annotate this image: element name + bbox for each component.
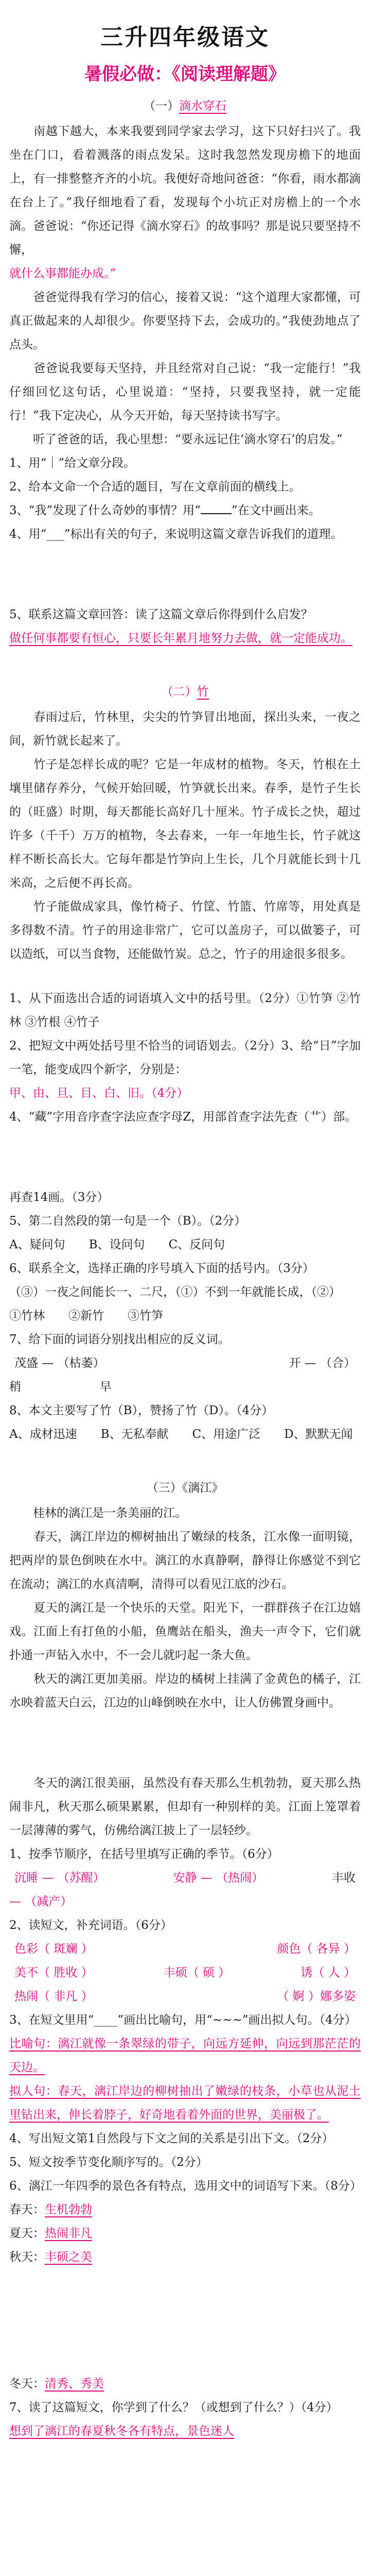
s3-autumn-label: 秋天：: [9, 2250, 45, 2264]
s1-question-5: 5、联系这篇文章回答：读了这篇文章后你得到什么启发？: [9, 608, 313, 621]
s3-question-2-row2-a: 美不（ 胜收 ）: [14, 1966, 93, 1979]
s2-question-8-options: A、成材迅速 B、无私奉献 C、用途广泛 D、默默无闻: [9, 1428, 353, 1441]
s1-question-1: 1、用“｜”给文章分段。: [9, 456, 136, 470]
s3-question-6: 6、漓江一年四季的景色各有特点，选用文中的词语写下来。（8分）: [9, 2179, 362, 2193]
s3-paragraph-5: 冬天的漓江很美丽，虽然没有春天那么生机勃勃，夏天那么热闹非凡，秋天那么硕果累累，但却有一种别样的美。江面上笼罩着一层薄薄的雾气，仿佛给漓江披上了一层轻纱。: [9, 1776, 361, 1837]
s3-question-3: 3、在短文里用“____”画出比喻句，用“~~~”画出拟人句。（4分）: [9, 2013, 357, 2027]
s3-question-6-autumn: [9, 2245, 361, 2269]
s3-question-3-personification-text: 拟人句：春天，漓江岸边的柳树抽出了嫩绿的枝条，小草也从泥土里钻出来，伸长着脖子，好奇地看着外面的世界，美丽极了。: [9, 2084, 361, 2122]
s1-question-3-b: ”在文中画出来。: [231, 504, 321, 517]
s3-question-1-c: 丰收: [332, 1871, 356, 1885]
section-1-heading: [9, 96, 361, 113]
s3-spring-answer: 生机勃勃: [45, 2203, 92, 2216]
s3-paragraph-2: 春天，漓江岸边的柳树抽出了嫩绿的枝条，江水像一面明镜，把两岸的景色倒映在水中。漓江的水真静啊，静得让你感觉不到它在流动；漓江的水真清啊，清得可以看见江底的沙石。: [9, 1530, 361, 1591]
s3-question-6-summer: [9, 2222, 361, 2245]
s3-autumn-answer: 丰硕之美: [45, 2250, 92, 2264]
s3-question-1-a: 沉睡 — （苏醒）: [14, 1871, 105, 1885]
s3-question-6-spring: [9, 2198, 361, 2222]
s2-question-2-answer: 甲、由、旦、目、白、旧。（4分）: [9, 1087, 189, 1100]
page-title: 三升四年级语文: [100, 24, 270, 50]
s3-question-1-row: [9, 1866, 361, 1890]
section-1-title: 滴水穿石: [179, 99, 226, 113]
s3-question-1-b: 安静 — （热闹）: [173, 1871, 264, 1885]
s3-question-7-answer-text: 想到了漓江的春夏秋冬各有特点，景色迷人: [9, 2425, 234, 2438]
s1-question-2: 2、给本文命一个合适的题目，写在文章前面的横线上。: [9, 480, 301, 494]
s3-question-2-row1-a: 色彩（ 斑斓 ）: [14, 1942, 93, 1956]
s3-summer-answer: 热闹非凡: [45, 2227, 92, 2240]
s3-question-2-row3-a: 热闹（ 非凡 ）: [14, 1990, 93, 2003]
s2-question-1: 1、从下面选出合适的词语填入文中的括号里。（2分）①竹笋 ②竹林 ③竹根 ④竹子: [9, 992, 361, 1029]
s3-question-2-row-2: [9, 1961, 361, 1985]
s3-question-1-d: — （减产）: [9, 1895, 73, 1908]
section-3-heading: [9, 1478, 361, 1495]
s1-question-4: 4、用“___”标出有关的句子，来说明这篇文章告诉我们的道理。: [9, 528, 343, 541]
s3-paragraph-3: 夏天的漓江是一个快乐的天堂。阳光下，一群群孩子在江边嬉戏。江面上有打鱼的小船，鱼鹰站在船头，渔夫一声令下，它们就扑通一声钻入水中，不一会儿就叼起一条大鱼。: [9, 1601, 361, 1662]
s3-question-2-row-3: [9, 1985, 361, 2008]
s3-question-2-row2-c: 诱（ 人 ）: [301, 1966, 356, 1979]
s2-question-8: 8、本文主要写了竹（B），赞扬了竹（D）。（4分）: [9, 1404, 274, 1417]
s3-question-2-row3-b: （ 婀 ）娜多姿: [277, 1990, 356, 2003]
s2-question-7-pairs: [9, 1351, 361, 1375]
page-subtitle: 暑假必做：《阅读理解题》: [84, 64, 286, 84]
s2-question-5: 5、第二自然段的第一句是一个（B）。（2分）: [9, 1214, 246, 1228]
s2-question-4-row: 再查14画。（3分）: [9, 1191, 109, 1204]
s2-question-6-options: ①竹林 ②新竹 ③竹笋: [9, 1309, 163, 1323]
s1-paragraph-2: 爸爸觉得我有学习的信心，接着又说：“这个道理大家都懂，可真正做起来的人却很少。你要坚持下去，会成功的。”我使劲地点了点头。: [9, 291, 361, 351]
s1-paragraph-4: 听了爸爸的话，我心里想：“要永远记住‘滴水穿石’的启发。”: [9, 433, 343, 446]
s3-question-2: 2、读短文，补充词语。（6分）: [9, 1919, 172, 1932]
s3-question-4: 4、写出短文第1自然段与下文之间的关系是引出下文。（2分）: [9, 2132, 334, 2145]
s3-question-2-row1-b: 颜色（ 各异 ）: [277, 1942, 356, 1956]
section-3-title: 《漓江》: [182, 1481, 224, 1495]
section-3-number: （三）: [146, 1481, 182, 1495]
s3-question-2-row-1: [9, 1937, 361, 1961]
s2-question-5-options: A、疑问句 B、设问句 C、反问句: [9, 1238, 225, 1251]
s2-paragraph-1: 春雨过后，竹林里，尖尖的竹笋冒出地面，探出头来，一夜之间，新竹就长起来了。: [9, 710, 361, 748]
s3-question-3-personification: [9, 2079, 361, 2127]
section-2-heading: [9, 682, 361, 699]
s3-summer-label: 夏天：: [9, 2227, 45, 2240]
s1-question-5-answer-text: 做任何事都要有恒心，只要长年累月地努力去做，就一定能成功。: [9, 632, 353, 645]
s3-winter-label: 冬天：: [9, 2377, 45, 2391]
s2-question-7-pair-b: 开 — （合）: [289, 1357, 356, 1370]
s2-question-7-pair-a: 茂盛 — （枯萎）: [14, 1357, 105, 1370]
s3-question-5: 5、短文按季节变化顺序写的。（2分）: [9, 2156, 208, 2169]
s3-spring-label: 春天：: [9, 2203, 45, 2216]
section-1-number: （一）: [144, 99, 179, 113]
s3-winter-answer: 清秀、秀美: [45, 2377, 104, 2391]
s2-question-2: 2、把短文中两处括号里不恰当的词语划去。（2分）3、给“日”字加一笔，能变成四个新字，分别是：: [9, 1039, 361, 1076]
s3-paragraph-4: 秋天的漓江更加美丽。岸边的橘树上挂满了金黄色的橘子，江水映着蓝天白云，江边的山峰倒映在水中，让人仿佛置身画中。: [9, 1672, 361, 1709]
section-2-title: 竹: [197, 685, 209, 699]
s1-paragraph-1-end: 就什么事都能办成。”: [9, 267, 116, 280]
s2-question-7: 7、给下面的词语分别找出相应的反义词。: [9, 1333, 230, 1346]
s3-question-7: 7、读了这篇短文，你学到了什么？（或想到了什么？）（4分）: [9, 2401, 338, 2414]
s3-question-6-winter: [9, 2372, 361, 2396]
s1-question-3: [9, 499, 361, 522]
s3-question-3-simile: [9, 2032, 361, 2079]
s1-question-3-a: 3、“我”发现了什么奇妙的事情？用“: [9, 504, 201, 517]
s3-question-2-row2-b: 丰硕（ 硕 ）: [163, 1966, 231, 1979]
s1-question-3-blank: [201, 513, 232, 514]
s3-question-7-answer: [9, 2419, 361, 2443]
s2-question-6: 6、联系全文，选择正确的序号填入下面的括号内。（3分）: [9, 1262, 314, 1275]
s3-question-1: 1、按季节顺序，在括号里填写正确的季节。（6分）: [9, 1848, 279, 1861]
s2-question-4: 4、“藏”字用音序查字法应查字母Z，用部首查字法先查（艹）部。: [9, 1110, 357, 1124]
s2-paragraph-3: 竹子能做成家具，像竹椅子、竹筐、竹篮、竹席等，用处真是多得数不清。竹子的用途非常广，它可以盖房子，可以做篓子，可以造纸，可以当食物，还能做竹炭。总之，竹子的用途很多很多。: [9, 900, 361, 961]
s1-paragraph-1: 南越下越大，本来我要到同学家去学习，这下只好扫兴了。我坐在门口，看着溅落的雨点发呆。这时我忽然发现房檐下的地面上，有一排整整齐齐的小坑。我便好奇地问爸爸：“你看，雨水都滴在台上了。”我仔细地看了看，发现每个小坑正对房檐上的一个水滴。爸爸说：“你还记得《滴水穿石》的故事吗？那是说只要坚持不懈，: [9, 125, 361, 257]
s2-question-6-line: （③）一夜之间能长一、二尺，（①）不到一年就能长成，（②）: [9, 1285, 341, 1299]
s3-question-3-simile-text: 比喻句：漓江就像一条翠绿的带子，向远方延伸，向远到那茫茫的天边。: [9, 2037, 361, 2074]
s1-question-5-answer: [9, 626, 361, 650]
s1-paragraph-3: 爸爸说我要每天坚持，并且经常对自己说：“我一定能行！”我仔细回忆这句话，心里说道：“坚持，只要我坚持，就一定能行！”我下定决心，从今天开始，每天坚持读书写字。: [9, 362, 361, 422]
s2-question-7-row: 稍 早: [9, 1380, 112, 1394]
s3-paragraph-1: 桂林的漓江是一条美丽的江。: [9, 1506, 187, 1520]
s2-paragraph-2: 竹子是怎样长成的呢？它是一年成材的植物。冬天，竹根在土壤里储存养分，气候开始回暖，竹笋就长出来。春季，是竹子生长的（旺盛）时期，每天都能长高好几十厘米。竹子成长之快，超过许多（千千）万万的植物，冬去春来，一年一年地生长，竹子就这样不断长高长大。它每年都是竹笋向上生长，几个月就能长到十几米高，之后便不再长高。: [9, 758, 361, 890]
section-2-number: （二）: [161, 685, 197, 699]
